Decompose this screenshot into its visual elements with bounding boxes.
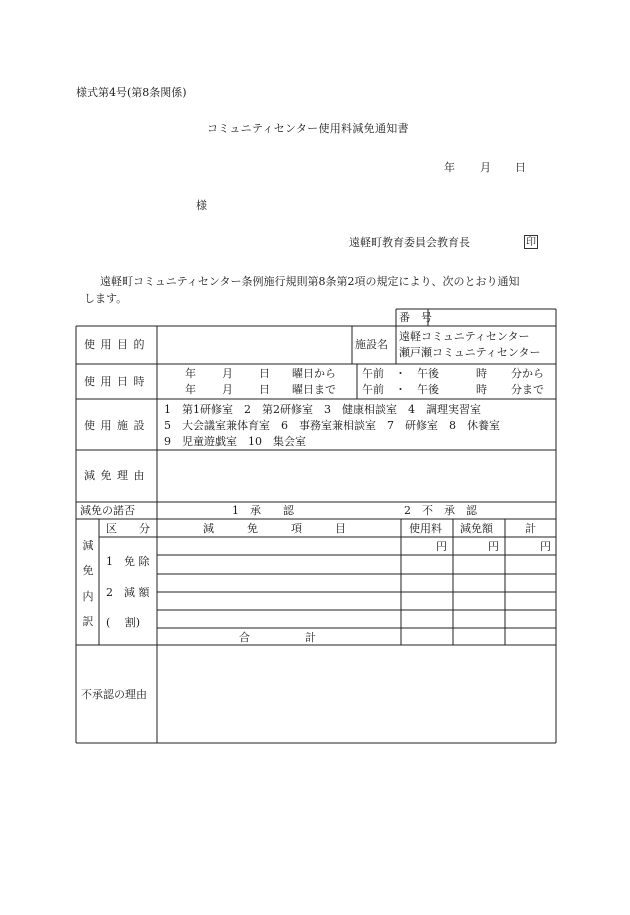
approve-option: 1 承 認 [232,504,294,517]
reduction-yen-unit: 円 [488,540,499,553]
body-text-line2: します。 [84,292,128,305]
from-day: 日 [259,367,270,380]
reason-label: 減 免 理 由 [84,469,146,482]
purpose-label: 使 用 目 的 [84,338,146,351]
col-category-header: 区 分 [106,522,150,535]
col-reduction-header: 減免額 [460,522,493,535]
sum-label: 合 計 [239,631,316,644]
document-title: コミュニティセンター使用料減免通知書 [207,122,409,135]
facility-label: 使 用 施 設 [84,419,146,432]
col-total-header: 計 [525,522,536,535]
issuer: 遠軽町教育委員会教育長 [349,236,470,249]
reduce-category: 2 減 額 [106,586,150,599]
breakdown-side-label [80,539,96,629]
exempt-category: 1 免 除 [106,555,150,568]
form-number: 様式第4号(第8条関係) [76,86,187,99]
number-label: 番 号 [399,311,432,324]
from-minute: 分から [511,367,544,380]
body-text-line1: 遠軽町コミュニティセンター条例施行規則第8条第2項の規定により、次のとおり通知 [100,275,520,288]
to-weekday: 曜日まで [292,383,336,396]
breakdown-char-3: 内 [82,589,94,603]
from-year: 年 [185,367,196,380]
addressee-suffix: 様 [196,199,207,212]
facility-list-line1: 1 第1研修室 2 第2研修室 3 健康相談室 4 調理実習室 [164,403,481,416]
to-day: 日 [259,383,270,396]
to-ampm: 午前 ・ 午後 [362,383,439,396]
from-ampm: 午前 ・ 午後 [362,367,439,380]
reject-option: 2 不 承 認 [404,504,477,517]
approval-label: 減免の諾否 [80,504,135,517]
date-month-label: 月 [480,161,491,174]
facility-name-2: 瀬戸瀬コミュニティセンター [399,346,541,359]
date-day-label: 日 [515,161,526,174]
to-minute: 分まで [511,383,544,396]
date-year-label: 年 [444,161,455,174]
rejection-reason-label: 不承認の理由 [81,688,147,701]
to-month: 月 [222,383,233,396]
facility-name-label: 施設名 [355,338,388,351]
facility-list-line2: 5 大会議室兼体育室 6 事務室兼相談室 7 研修室 8 休養室 [164,419,500,432]
from-month: 月 [222,367,233,380]
total-yen-unit: 円 [540,540,551,553]
col-fee-header: 使用料 [409,522,442,535]
breakdown-char-2: 免 [82,564,94,578]
breakdown-char-4: 訳 [82,614,94,628]
from-weekday: 曜日から [292,367,336,380]
facility-list-line3: 9 児童遊戯室 10 集会室 [164,435,306,448]
seal-mark: 印 [526,237,536,248]
breakdown-char-1: 減 [82,539,94,552]
to-hour: 時 [476,383,487,396]
to-year: 年 [185,383,196,396]
datetime-label: 使 用 日 時 [84,375,146,388]
col-item-header: 減 免 項 目 [203,522,346,535]
ratio-field: ( 割) [106,616,141,629]
fee-yen-unit: 円 [436,540,447,553]
from-hour: 時 [476,367,487,380]
facility-name-1: 遠軽コミュニティセンター [399,330,530,343]
